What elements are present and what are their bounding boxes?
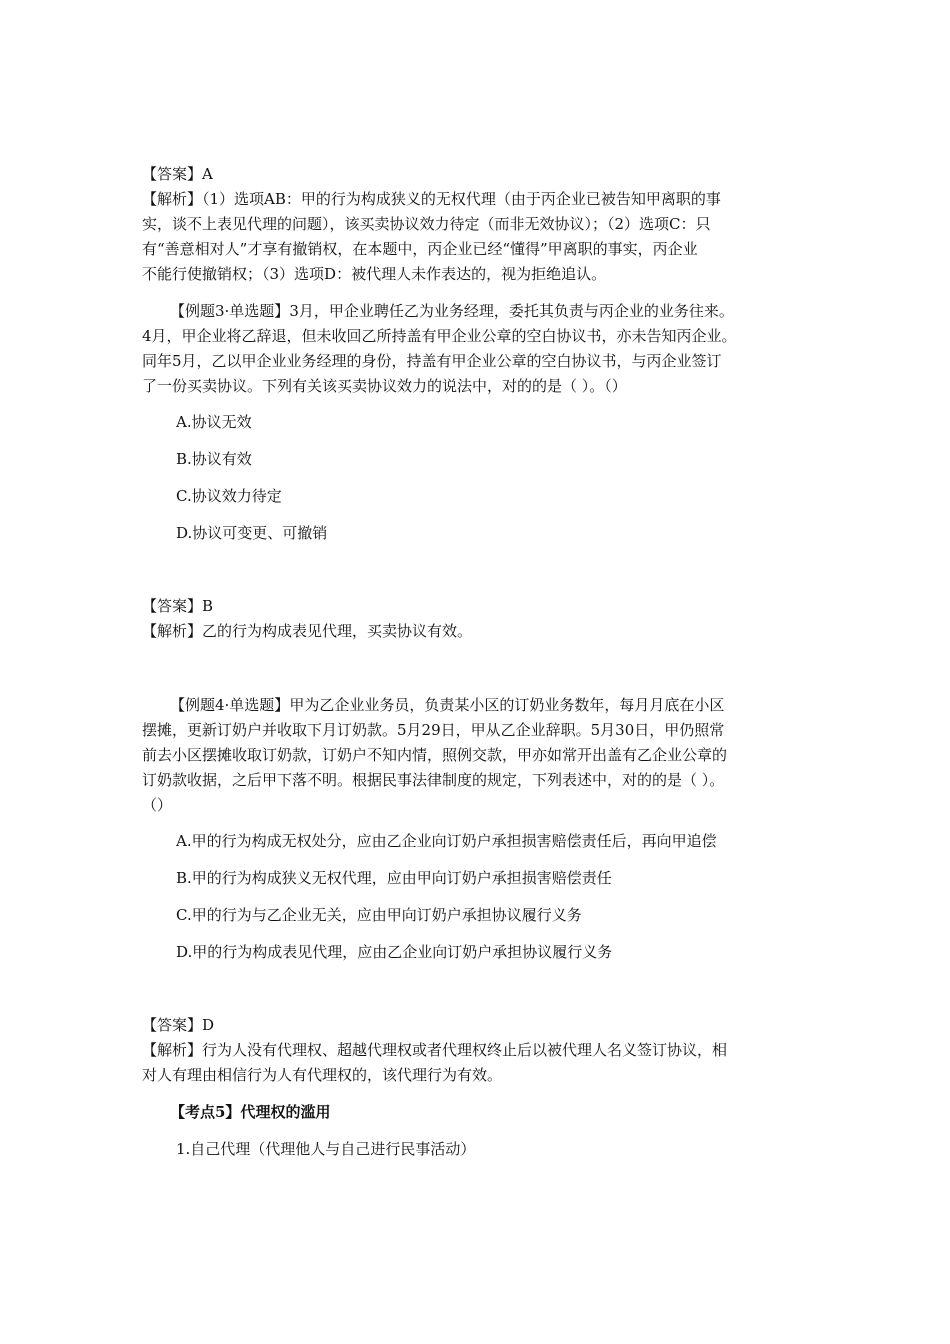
q4-option-c: C.甲的行为与乙企业无关，应由甲向订奶户承担协议履行义务 — [176, 906, 582, 924]
analysis-text: 乙的行为构成表见代理，买卖协议有效。 — [202, 622, 473, 640]
stem-text: 3月，甲企业聘任乙为业务经理，委托其负责与丙企业的业务往来。 — [289, 302, 734, 320]
q4-stem-line-3: 前去小区摆摊收取订奶款，订奶户不知内情，照例交款，甲亦如常开出盖有乙企业公章的 — [142, 746, 728, 764]
q4-stem-line-2: 摆摊，更新订奶户并收取下月订奶款。5月29日，甲从乙企业辞职。5月30日，甲仍照常 — [142, 721, 725, 739]
analysis-tag: 【解析】 — [142, 622, 203, 640]
q4-option-a: A.甲的行为构成无权处分，应由乙企业向订奶户承担损害赔偿责任后，再向甲追偿 — [176, 832, 717, 850]
q3-stem-line-3: 同年5月，乙以甲企业业务经理的身份，持盖有甲企业公章的空白协议书，与丙企业签订 — [142, 352, 722, 370]
q2-analysis-line-3: 有“善意相对人”才享有撤销权，在本题中，丙企业已经“懂得”甲离职的事实，丙企业 — [142, 240, 698, 258]
analysis-tag: 【解析】 — [142, 1041, 203, 1059]
q2-answer-line — [142, 162, 822, 186]
q4-stem-line-4: 订奶款收据，之后甲下落不明。根据民事法律制度的规定，下列表述中，对的的是（ ）。 — [142, 771, 725, 789]
q4-stem-line-1 — [170, 693, 850, 717]
answer-tag: 【答案】 — [142, 1016, 203, 1034]
answer-value: A — [202, 165, 213, 183]
q4-analysis-line-2: 对人有理由相信行为人有代理权的，该代理行为有效。 — [142, 1066, 503, 1084]
q3-option-d: D.协议可变更、可撤销 — [176, 524, 328, 542]
answer-tag: 【答案】 — [142, 597, 203, 615]
q4-analysis-line-1 — [142, 1038, 822, 1062]
section-heading: 【考点5】代理权的滥用 — [170, 1103, 331, 1121]
q3-stem-line-4: 了一份买卖协议。下列有关该买卖协议效力的说法中，对的的是（ ）。（） — [142, 377, 627, 395]
q3-option-b: B.协议有效 — [176, 450, 252, 468]
question-tag: 【例题4·单选题】 — [170, 696, 290, 714]
q2-analysis-line-1 — [142, 187, 822, 211]
q4-option-d: D.甲的行为构成表见代理，应由乙企业向订奶户承担协议履行义务 — [176, 943, 613, 961]
analysis-tag: 【解析】 — [142, 190, 203, 208]
q4-option-b: B.甲的行为构成狭义无权代理，应由甲向订奶户承担损害赔偿责任 — [176, 869, 612, 887]
q4-answer-line — [142, 1013, 822, 1037]
q3-stem-line-1 — [170, 299, 850, 323]
section-item-1: 1.自己代理（代理他人与自己进行民事活动） — [176, 1140, 476, 1158]
answer-value: D — [202, 1016, 215, 1034]
q2-analysis-line-2: 实，谈不上表见代理的问题），该买卖协议效力待定（而非无效协议）；（2）选项C：只 — [142, 215, 711, 233]
q4-stem-line-5: （） — [142, 796, 173, 814]
q3-option-a: A.协议无效 — [176, 413, 252, 431]
answer-tag: 【答案】 — [142, 165, 203, 183]
q3-answer-line — [142, 594, 822, 618]
question-tag: 【例题3·单选题】 — [170, 302, 290, 320]
analysis-text: （1）选项AB：甲的行为构成狭义的无权代理（由于丙企业已被告知甲离职的事 — [202, 190, 721, 208]
stem-text: 甲为乙企业业务员，负责某小区的订奶业务数年，每月月底在小区 — [289, 696, 725, 714]
q2-analysis-line-4: 不能行使撤销权；（3）选项D：被代理人未作表达的，视为拒绝追认。 — [142, 265, 607, 283]
analysis-text: 行为人没有代理权、超越代理权或者代理权终止后以被代理人名义签订协议，相 — [202, 1041, 728, 1059]
q3-analysis-line — [142, 619, 822, 643]
answer-value: B — [202, 597, 214, 615]
q3-option-c: C.协议效力待定 — [176, 487, 282, 505]
q3-stem-line-2: 4月，甲企业将乙辞退，但未收回乙所持盖有甲企业公章的空白协议书，亦未告知丙企业。 — [142, 327, 737, 345]
